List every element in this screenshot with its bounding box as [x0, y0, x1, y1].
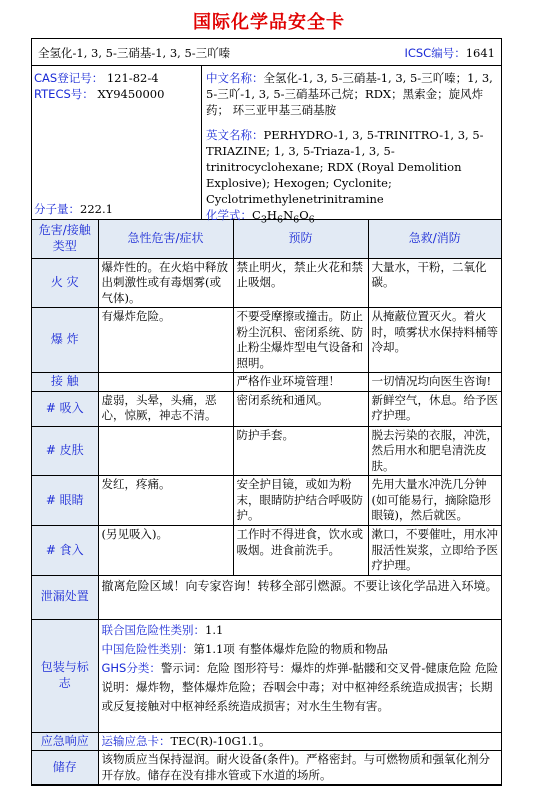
column-category: 危害/接触类型: [32, 220, 98, 258]
row-eyes-label: # 眼睛: [32, 476, 98, 526]
cn-name-label: 中文名称：: [206, 71, 264, 85]
row-skin-prevention: 防护手套。: [233, 426, 368, 476]
cn-class-value: 第1.1项 有整体爆炸危险的物质和物品: [193, 641, 388, 656]
column-firstaid: 急救/消防: [368, 220, 501, 258]
cn-hazard-class: [102, 640, 499, 659]
packaging-label: 包装与标志: [32, 619, 98, 732]
row-inhalation-prevention: 密闭系统和通风。: [233, 391, 368, 426]
ghs-classification: [102, 659, 499, 716]
row-fire-prevention: 禁止明火，禁止火花和禁止吸烟。: [233, 258, 368, 308]
row-skin-firstaid: 脱去污染的衣服，冲洗，然后用水和肥皂清洗皮肤。: [368, 426, 501, 476]
row-spill: [32, 575, 501, 619]
cn-class-label: 中国危险性类别：: [101, 641, 194, 656]
names: [202, 66, 501, 226]
row-ingestion: [32, 526, 501, 576]
row-inhalation-label: # 吸入: [32, 391, 98, 426]
chemical-formula: [206, 207, 497, 228]
rtecs-number: [34, 86, 199, 102]
row-contact-acute: [98, 373, 233, 392]
row-explosion: [32, 308, 501, 373]
row-eyes-acute: 发红，疼痛。: [98, 476, 233, 526]
row-emergency: [32, 732, 501, 751]
identifiers: [32, 66, 202, 219]
row-packaging: [32, 619, 501, 732]
row-fire-label: 火 灾: [32, 258, 98, 308]
rtecs-label: RTECS号：: [34, 87, 94, 101]
cas-value: 121-82-4: [106, 71, 159, 85]
identity-section: [32, 66, 501, 226]
icsc-value: 1641: [465, 46, 495, 60]
row-fire-firstaid: 大量水，干粉，二氧化碳。: [368, 258, 501, 308]
rtecs-value: XY9450000: [97, 87, 165, 101]
hazard-table: [32, 220, 501, 785]
icsc-number: [404, 45, 495, 61]
row-fire-acute: 爆炸性的。在火焰中释放出刺激性或有毒烟雾(或气体)。: [98, 258, 233, 308]
row-explosion-firstaid: 从掩蔽位置灭火。着火时，喷雾状水保持料桶等冷却。: [368, 308, 501, 373]
formula-label: 化学式：: [206, 208, 252, 222]
emergency-content: [98, 732, 501, 751]
un-value: 1.1: [205, 622, 224, 637]
row-ingestion-prevention: 工作时不得进食，饮水或吸烟。进食前洗手。: [233, 526, 368, 576]
row-skin-label: # 皮肤: [32, 426, 98, 476]
ghs-value: 警示词：危险 图形符号：爆炸的炸弹-骷髅和交叉骨-健康危险 危险说明：爆炸物，整体爆炸危险；吞咽会中毒；对中枢神经系统造成损害；长期或反复接触对中枢神经系统造成损害；对水生生物有害。: [101, 660, 498, 713]
transport-value: TEC(R)-10G1.1。: [170, 733, 271, 748]
card-header: [32, 39, 501, 66]
row-explosion-acute: 有爆炸危险。: [98, 308, 233, 373]
chemical-name: 全氢化-1, 3, 5-三硝基-1, 3, 5-三吖嗪: [38, 46, 231, 60]
cn-name-value: 全氢化-1, 3, 5-三硝基-1, 3, 5-三吖嗪；1, 3, 5-三吖-1, 3, 5-三硝基环己烷；RDX；黑索金；旋风炸药； 环三亚甲基三硝基胺: [206, 71, 493, 117]
un-hazard-class: [102, 621, 499, 640]
row-ingestion-label: # 食入: [32, 526, 98, 576]
row-skin: [32, 426, 501, 476]
row-inhalation-acute: 虚弱，头晕，头痛，恶心，惊厥，神志不清。: [98, 391, 233, 426]
molecular-weight: [34, 201, 113, 217]
safety-card: [31, 38, 502, 786]
row-explosion-prevention: 不要受摩擦或撞击。防止粉尘沉积、密闭系统、防止粉尘爆炸型电气设备和照明。: [233, 308, 368, 373]
row-explosion-label: 爆 炸: [32, 308, 98, 373]
mw-value: 222.1: [80, 202, 113, 216]
row-eyes-firstaid: 先用大量水冲洗几分钟(如可能易行，摘除隐形眼镜)，然后就医。: [368, 476, 501, 526]
formula-value: $C_3H_6N_6O_6$: [252, 208, 315, 226]
column-prevention: 预防: [233, 220, 368, 258]
row-ingestion-acute: (另见吸入)。: [98, 526, 233, 576]
cas-label: CAS登记号：: [34, 71, 104, 85]
row-inhalation: [32, 391, 501, 426]
english-name: [206, 127, 497, 207]
card-title: 国际化学品安全卡: [193, 12, 345, 33]
emergency-label: 应急响应: [32, 732, 98, 751]
row-eyes-prevention: 安全护目镜，或如为粉末，眼睛防护结合呼吸防护。: [233, 476, 368, 526]
packaging-content: [98, 619, 501, 732]
row-storage: [32, 751, 501, 785]
storage-label: 储存: [32, 751, 98, 785]
row-contact-prevention: 严格作业环境管理！: [233, 373, 368, 392]
cas-number: [34, 70, 199, 86]
un-label: 联合国危险性类别：: [101, 622, 205, 637]
row-ingestion-firstaid: 漱口，不要催吐，用水冲服活性炭浆，立即给予医疗护理。: [368, 526, 501, 576]
row-skin-acute: [98, 426, 233, 476]
row-fire: [32, 258, 501, 308]
chinese-name: [206, 70, 497, 118]
storage-text: 该物质应当保持湿润。耐火设备(条件)。严格密封。与可燃物质和强氧化剂分开存放。储存在没有排水管或下水道的场所。: [98, 751, 501, 785]
transport-label: 运输应急卡：: [101, 733, 171, 748]
row-contact-label: 接 触: [32, 373, 98, 392]
ghs-label: GHS分类：: [101, 660, 161, 675]
column-acute: 急性危害/症状: [98, 220, 233, 258]
en-name-label: 英文名称：: [206, 128, 264, 142]
row-inhalation-firstaid: 新鲜空气，休息。给予医疗护理。: [368, 391, 501, 426]
spill-text: 撤离危险区域！向专家咨询！转移全部引燃源。不要让该化学品进入环境。: [98, 575, 501, 619]
en-name-value: PERHYDRO-1, 3, 5-TRINITRO-1, 3, 5-TRIAZINE; 1, 3, 5-Triaza-1, 3, 5-trinitrocyclohexane; RDX (Royal Demolition Explosive); Hexogen; Cyclonite; Cyclotrimethylenetrinitramine: [206, 128, 484, 206]
spill-label: 泄漏处置: [32, 575, 98, 619]
row-contact: [32, 373, 501, 392]
mw-label: 分子量：: [34, 202, 80, 216]
row-eyes: [32, 476, 501, 526]
icsc-label: ICSC编号：: [404, 46, 466, 60]
row-contact-firstaid: 一切情况均向医生咨询!: [368, 373, 501, 392]
